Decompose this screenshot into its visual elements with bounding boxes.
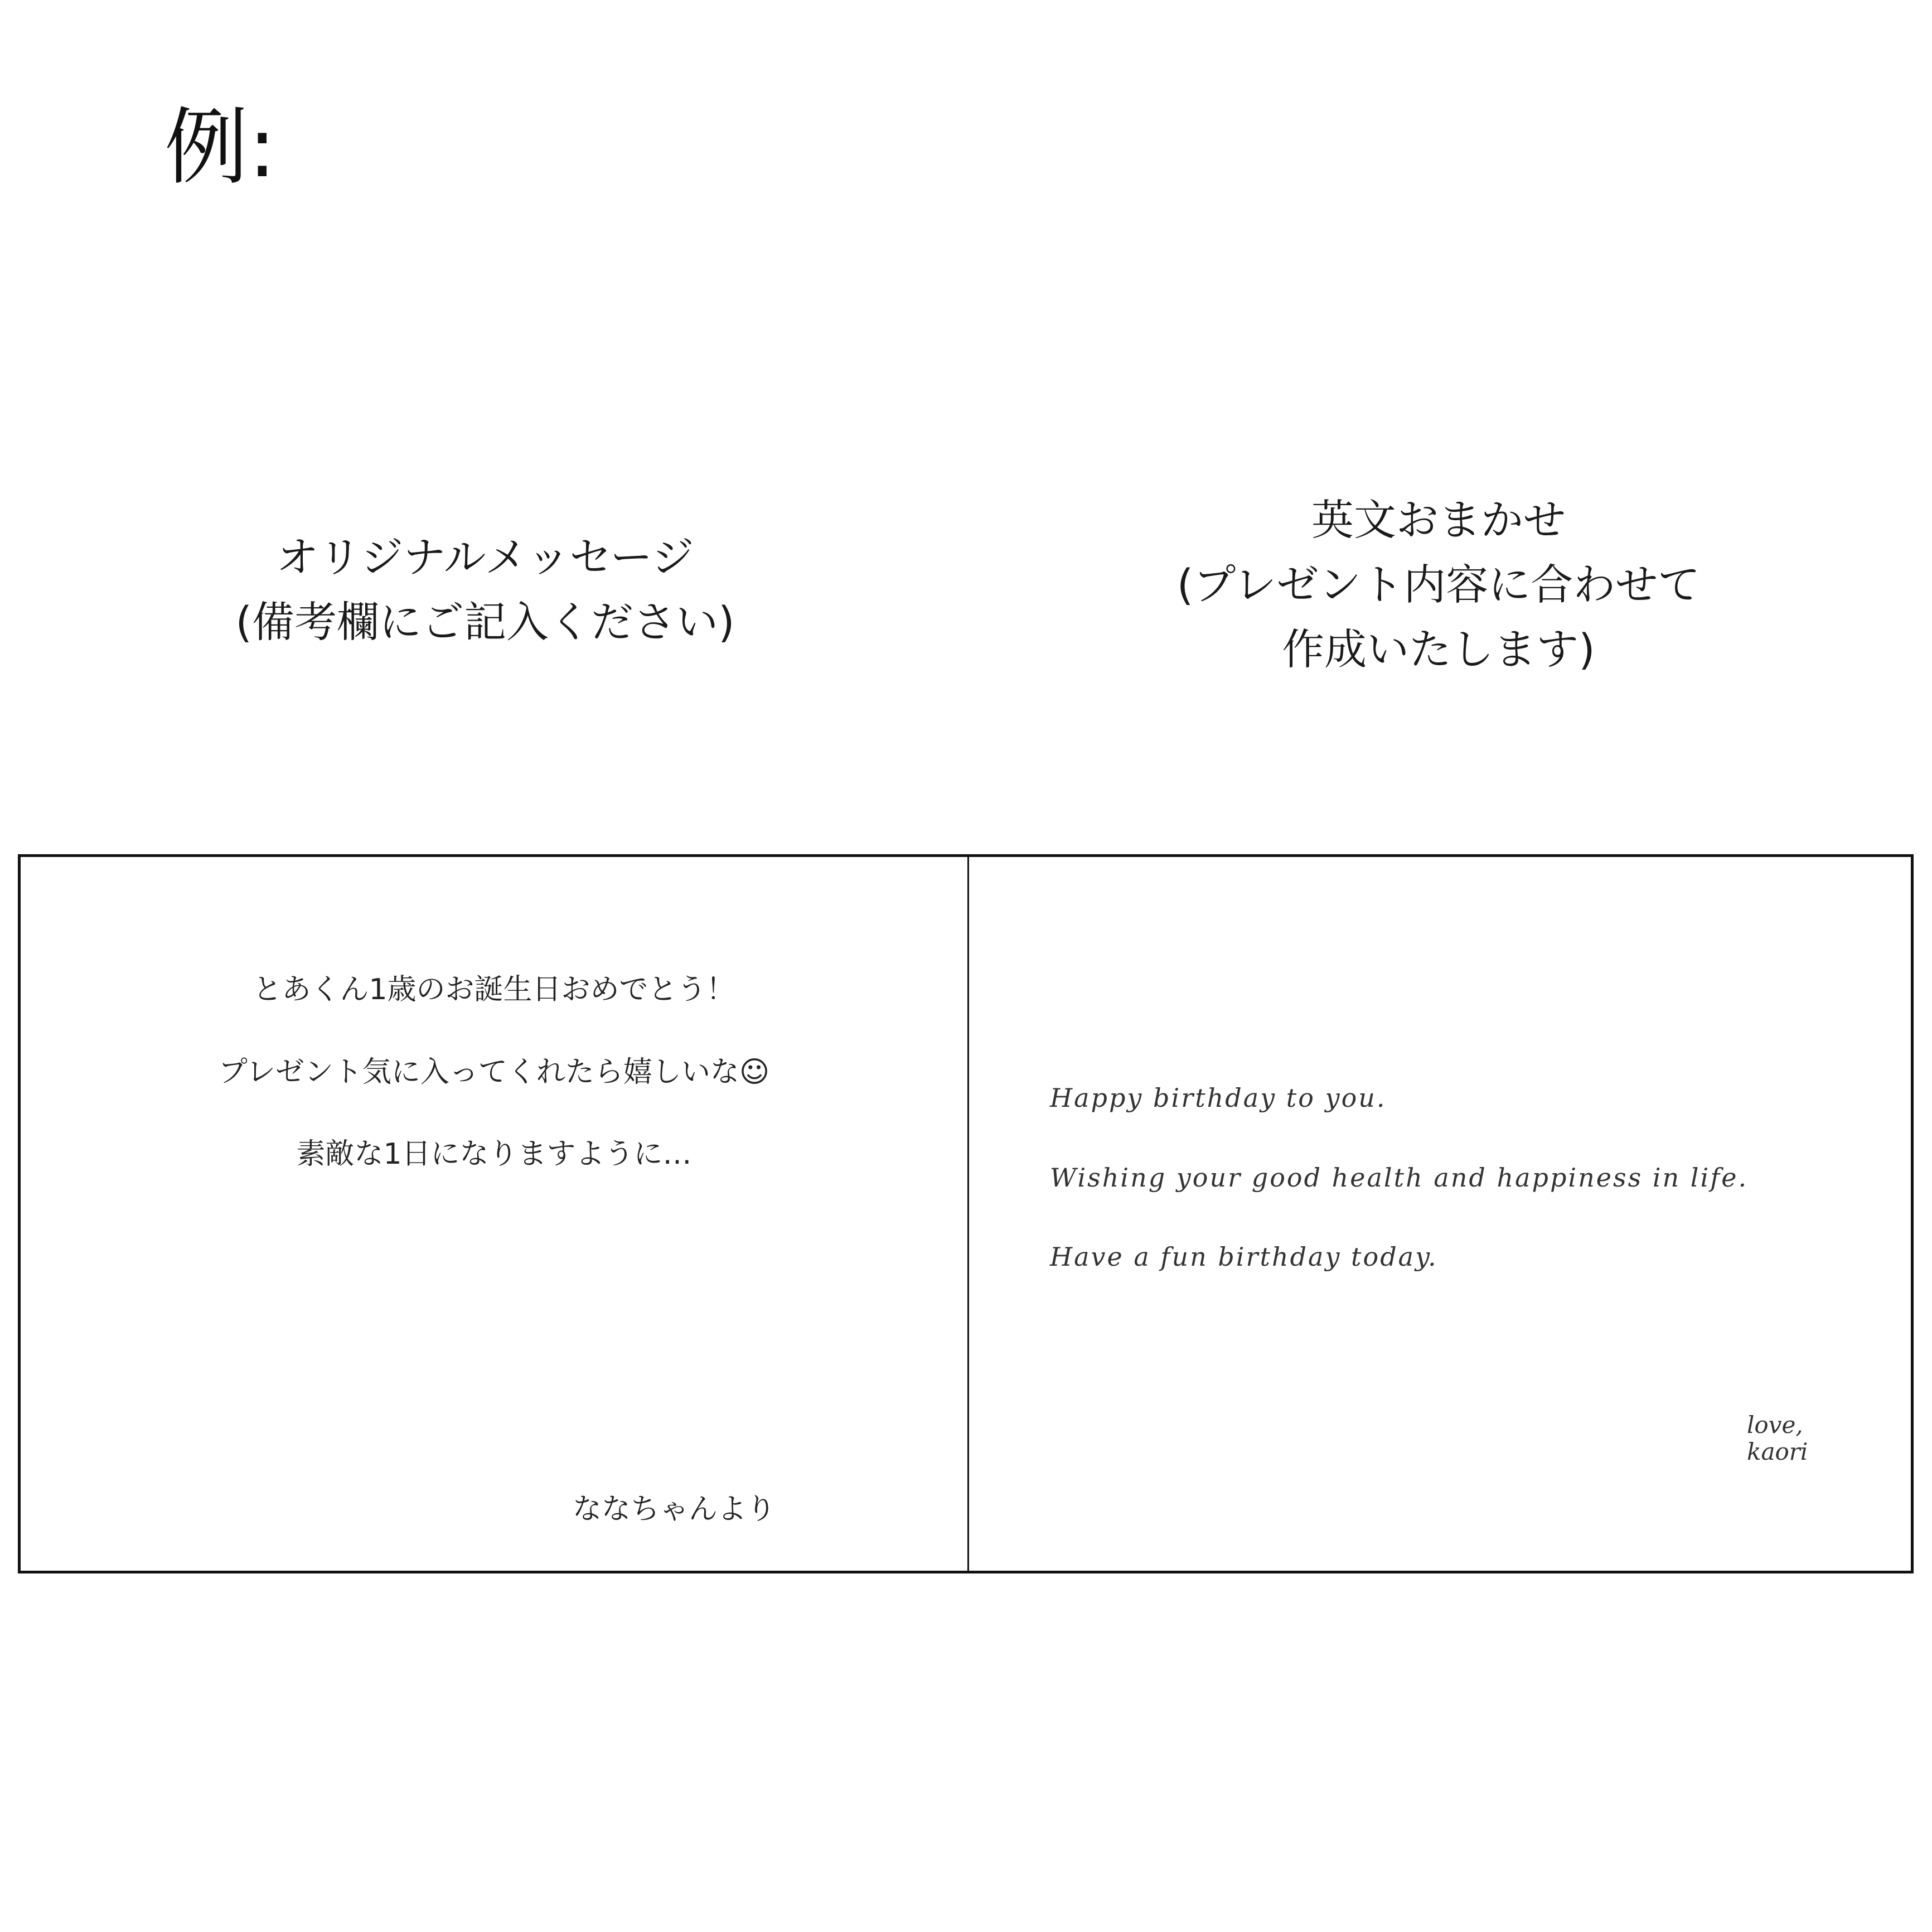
signature-closing: love, <box>1747 1411 1803 1439</box>
japanese-message-line: 素敵な1日になりますように… <box>296 1137 692 1171</box>
option-english-note-2: 作成いたします) <box>1282 624 1595 674</box>
japanese-message-line: とあくん1歳のお誕生日おめでとう！ <box>253 973 735 1006</box>
option-original-note: (備考欄にご記入ください) <box>235 597 735 647</box>
japanese-message-line: プレゼント気に入ってくれたら嬉しいな☺ <box>218 1055 770 1089</box>
card-panel-japanese <box>21 857 967 1571</box>
english-message-line: Have a fun birthday today. <box>1050 1242 1438 1272</box>
option-english-auto <box>1104 488 1773 682</box>
english-message-line: Wishing your good health and happiness in life. <box>1050 1163 1749 1193</box>
card-panel-english <box>969 857 1914 1571</box>
option-english-note-1: (プレゼント内容に合わせて <box>1176 560 1701 609</box>
option-original-message <box>162 525 808 655</box>
english-message-line: Happy birthday to you. <box>1050 1083 1387 1113</box>
option-english-title: 英文おまかせ <box>1311 495 1566 545</box>
signature-name: kaori <box>1747 1438 1808 1465</box>
message-card <box>18 854 1914 1573</box>
option-original-title: オリジナルメッセージ <box>276 532 694 582</box>
japanese-signature: ななちゃんより <box>573 1493 776 1526</box>
page-heading: 例: <box>164 99 277 196</box>
english-signature <box>1747 1412 1808 1465</box>
